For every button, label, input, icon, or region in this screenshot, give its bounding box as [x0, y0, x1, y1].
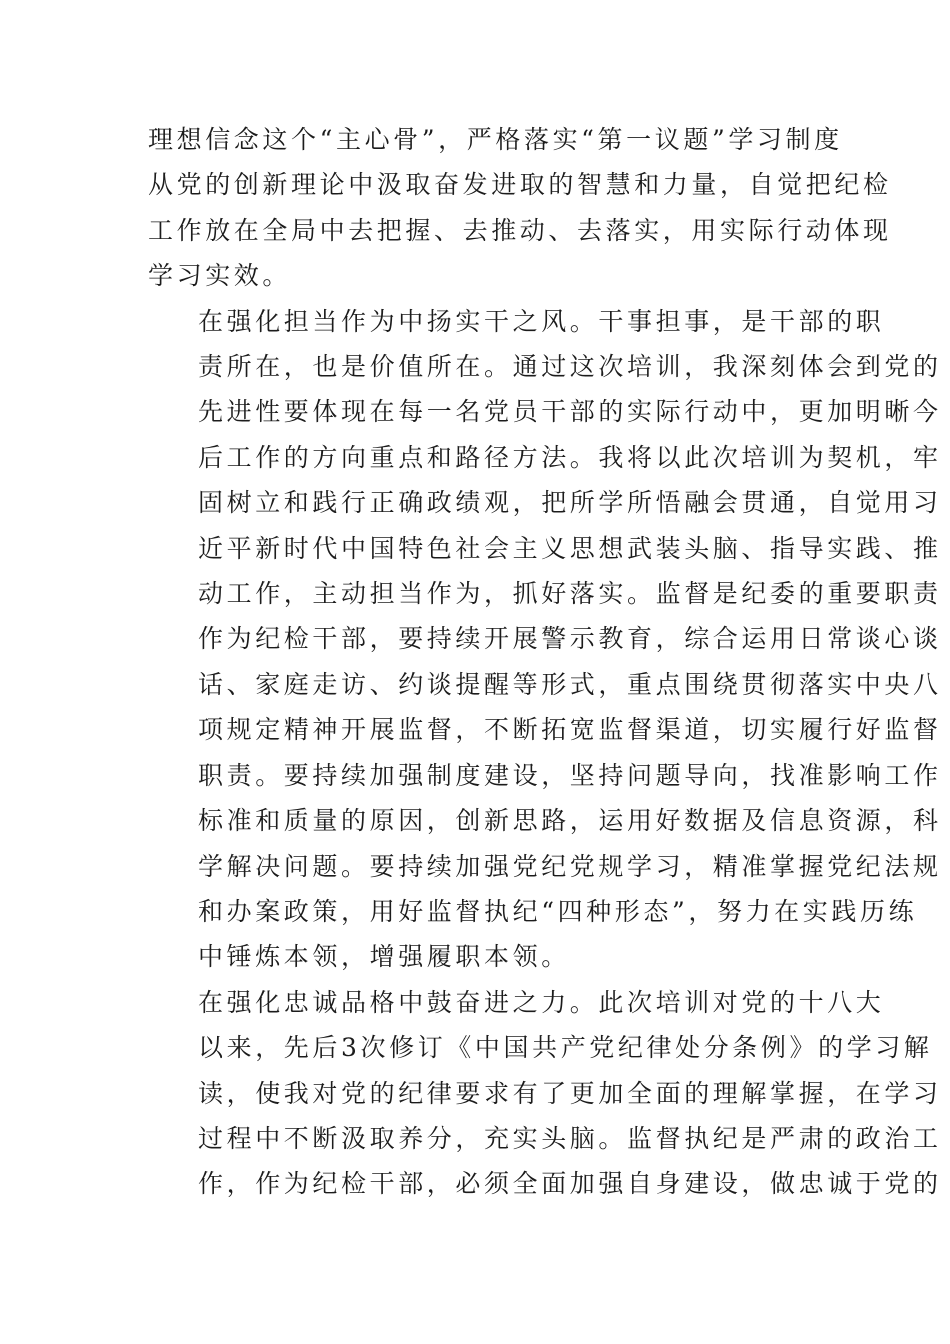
text-line: 话、家庭走访、约谈提醒等形式，重点围绕贯彻落实中央八: [198, 669, 942, 699]
text-line: 动工作，主动担当作为，抓好落实。监督是纪委的重要职责: [198, 579, 942, 609]
text-line: 过程中不断汲取养分，充实头脑。监督执纪是严肃的政治工: [198, 1123, 942, 1153]
text-line: 作为纪检干部，要持续开展警示教育，综合运用日常谈心谈: [198, 624, 942, 654]
text-line: 项规定精神开展监督，不断拓宽监督渠道，切实履行好监督: [198, 715, 942, 745]
text-line: 在强化担当作为中扬实干之风。干事担事，是干部的职: [198, 306, 885, 336]
text-line: 标准和质量的原因，创新思路，运用好数据及信息资源，科: [198, 806, 942, 836]
text-line: 近平新时代中国特色社会主义思想武装头脑、指导实践、推: [198, 533, 942, 563]
text-line: 责所在，也是价值所在。通过这次培训，我深刻体会到党的: [198, 352, 942, 382]
text-line: 以来，先后3次修订《中国共产党纪律处分条例》的学习解: [198, 1033, 933, 1063]
text-line: 工作放在全局中去把握、去推动、去落实，用实际行动体现: [148, 215, 892, 245]
text-line: 学习实效。: [148, 261, 292, 291]
text-line: 后工作的方向重点和路径方法。我将以此次培训为契机，牢: [198, 442, 942, 472]
paragraph: [148, 980, 942, 1207]
text-line: 读，使我对党的纪律要求有了更加全面的理解掌握，在学习: [198, 1078, 942, 1108]
text-line: 先进性要体现在每一名党员干部的实际行动中，更加明晰今: [198, 397, 942, 427]
text-line: 职责。要持续加强制度建设，坚持问题导向，找准影响工作: [198, 760, 942, 790]
text-line: 理想信念这个“主心骨”，严格落实“第一议题”学习制度: [148, 125, 843, 154]
text-line: 作，作为纪检干部，必须全面加强自身建设，做忠诚于党的: [198, 1169, 942, 1199]
document-body: [148, 117, 942, 1207]
text-line: 固树立和践行正确政绩观，把所学所悟融会贯通，自觉用习: [198, 488, 942, 518]
text-line: 中锤炼本领，增强履职本领。: [198, 942, 570, 972]
text-line: 和办案政策，用好监督执纪“四种形态”，努力在实践历练: [198, 896, 918, 926]
text-line: 在强化忠诚品格中鼓奋进之力。此次培训对党的十八大: [198, 987, 885, 1017]
text-line: 学解决问题。要持续加强党纪党规学习，精准掌握党纪法规: [198, 851, 942, 881]
paragraph: [148, 299, 942, 980]
paragraph: [148, 117, 892, 299]
text-line: 从党的创新理论中汲取奋发进取的智慧和力量，自觉把纪检: [148, 170, 892, 200]
